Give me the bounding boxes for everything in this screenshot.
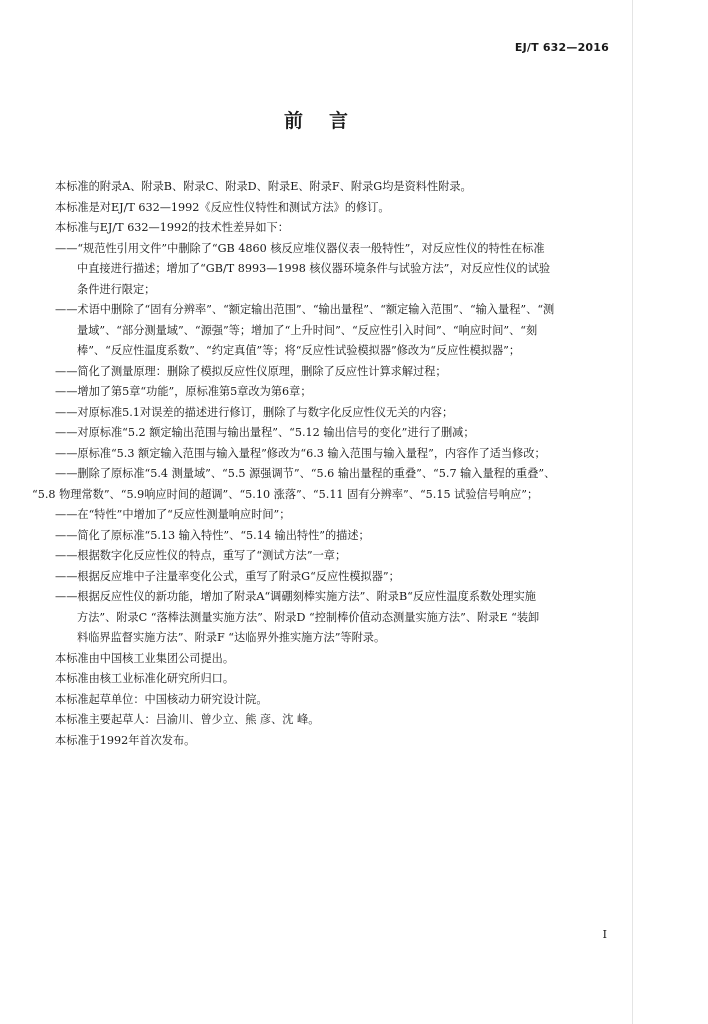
list-item-text: 增加了第5章“功能”，原标准第5章改为第6章；	[77, 385, 312, 398]
list-item-text: 简化了测量原理：删除了模拟反应性仪原理，删除了反应性计算求解过程；	[77, 364, 447, 378]
page-edge-line	[632, 0, 633, 1024]
list-item	[55, 444, 615, 465]
list-item	[55, 587, 615, 608]
closing-paragraph: 本标准起草单位：中国核动力研究设计院。	[55, 692, 268, 706]
em-dash-marker: ——	[55, 590, 78, 603]
list-item-text: 在“特性”中增加了“反应性测量响应时间”；	[77, 508, 291, 521]
list-item	[55, 239, 615, 260]
em-dash-marker: ——	[55, 569, 78, 583]
em-dash-marker: ——	[55, 528, 78, 542]
list-item-text: “规范性引用文件”中删除了“GB 4860 核反应堆仪器仪表一般特性”，对反应性仪的特性在标准	[77, 241, 545, 255]
list-item-text: 简化了原标准“5.13 输入特性”、“5.14 输出特性”的描述；	[77, 528, 370, 542]
em-dash-marker: ——	[55, 385, 78, 398]
list-item	[55, 300, 615, 321]
list-item	[55, 505, 615, 526]
standard-code: EJ/T 632—2016	[514, 41, 609, 54]
em-dash-marker: ——	[55, 446, 78, 460]
document-body	[32, 177, 615, 751]
intro-paragraph: 本标准的附录A、附录B、附录C、附录D、附录E、附录F、附录G均是资料性附录。	[55, 180, 472, 193]
list-item	[55, 464, 615, 485]
list-item-text: 删除了原标准“5.4 测量域”、“5.5 源强调节”、“5.6 输出量程的重叠”、“5.7 输入量程的重叠”、	[77, 467, 556, 480]
list-item	[55, 567, 615, 588]
list-item	[55, 362, 615, 383]
list-item-text: 对原标准5.1对误差的描述进行修订，删除了与数字化反应性仪无关的内容；	[77, 405, 454, 419]
list-continuation-line: “5.8 物理常数”、“5.9响应时间的超调”、“5.10 涨落”、“5.11 固有分辨率”、“5.15 试验信号响应”；	[32, 487, 539, 501]
list-item	[55, 526, 615, 547]
closing-paragraph: 本标准主要起草人：吕渝川、曾少立、熊 彦、沈 峰。	[55, 713, 320, 726]
closing-paragraph: 本标准由核工业标准化研究所归口。	[55, 672, 235, 685]
page-number: I	[602, 928, 607, 941]
em-dash-marker: ——	[55, 549, 78, 562]
list-item	[55, 546, 615, 567]
em-dash-marker: ——	[55, 508, 78, 521]
em-dash-marker: ——	[55, 405, 78, 419]
closing-paragraph: 本标准由中国核工业集团公司提出。	[55, 651, 235, 665]
em-dash-marker: ——	[55, 467, 78, 480]
list-item-continuation: 条件进行限定；	[77, 282, 156, 296]
difference-list	[55, 239, 615, 485]
list-item-text: 原标准“5.3 额定输入范围与输入量程”修改为“6.3 输入范围与输入量程”，内容作了适当修改；	[77, 446, 546, 460]
list-item	[55, 382, 615, 403]
list-item	[55, 423, 615, 444]
em-dash-marker: ——	[55, 241, 78, 255]
list-item-text: 根据反应堆中子注量率变化公式，重写了附录G“反应性模拟器”；	[77, 569, 400, 583]
list-item-text: 对原标准“5.2 额定输出范围与输出量程”、“5.12 输出信号的变化”进行了删减；	[77, 426, 475, 439]
em-dash-marker: ——	[55, 303, 78, 316]
difference-list-continued	[55, 505, 615, 649]
intro-paragraph: 本标准是对EJ/T 632—1992《反应性仪特性和测试方法》的修订。	[55, 200, 390, 214]
list-item-text: 根据反应性仪的新功能，增加了附录A“调硼刻棒实施方法”、附录B“反应性温度系数处理实施	[77, 590, 536, 603]
intro-paragraph: 本标准与EJ/T 632—1992的技术性差异如下：	[55, 221, 289, 234]
page-title: 前言	[283, 110, 374, 132]
em-dash-marker: ——	[55, 426, 78, 439]
list-item-text: 根据数字化反应性仪的特点，重写了“测试方法”一章；	[77, 549, 347, 562]
list-item-continuation: 料临界监督实施方法”、附录F “达临界外推实施方法”等附录。	[77, 631, 386, 644]
list-item-continuation: 中直接进行描述；增加了“GB/T 8993—1998 核仪器环境条件与试验方法”，对反应性仪的试验	[77, 262, 551, 275]
list-item	[55, 403, 615, 424]
list-item-continuation: 棒”、“反应性温度系数”、“约定真值”等；将“反应性试验模拟器”修改为“反应性模拟器”；	[77, 344, 521, 357]
list-item-continuation: 量域”、“部分测量域”、“源强”等；增加了“上升时间”、“反应性引入时间”、“响应时间”、“刻	[77, 323, 538, 337]
list-item-text: 术语中删除了“固有分辨率”、“额定输出范围”、“输出量程”、“额定输入范围”、“输入量程”、“测	[77, 303, 555, 316]
closing-paragraph: 本标准于1992年首次发布。	[55, 733, 196, 747]
list-item-continuation: 方法”、附录C “落棒法测量实施方法”、附录D “控制棒价值动态测量实施方法”、附录E “装卸	[77, 610, 540, 624]
em-dash-marker: ——	[55, 364, 78, 378]
